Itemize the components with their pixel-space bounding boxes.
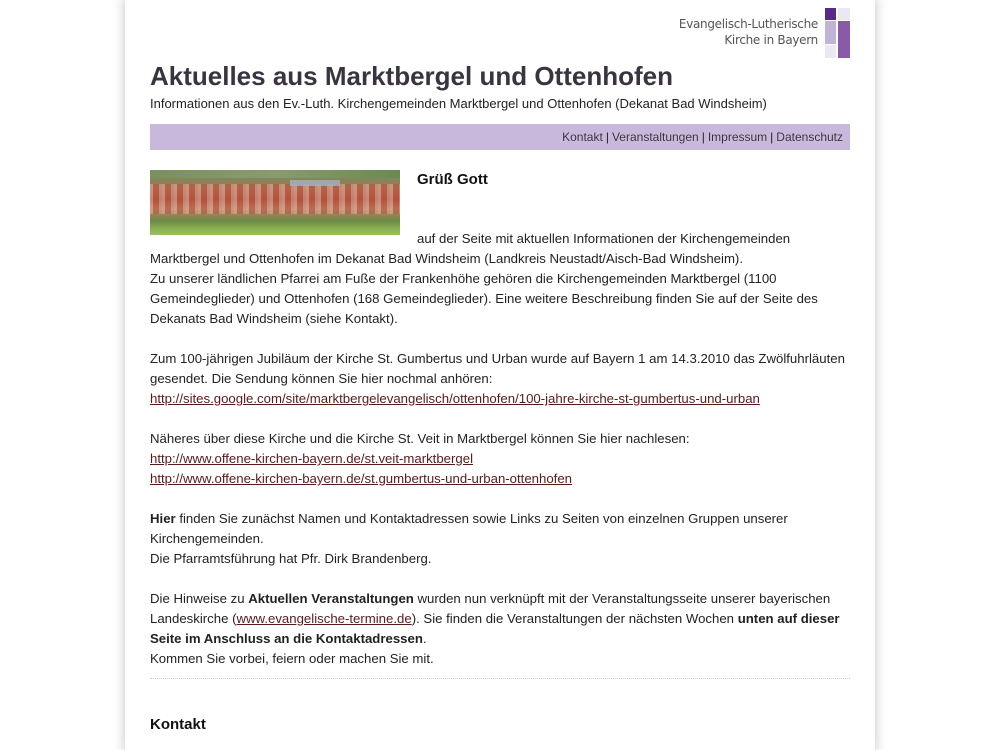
kontakt-heading: Kontakt — [150, 716, 206, 733]
logo-text — [679, 16, 818, 48]
jubilee-paragraph — [150, 349, 850, 409]
pastor-text: Die Pfarramtsführung hat Pfr. Dirk Brandenberg. — [150, 551, 432, 566]
logo-square-pale-bottom — [825, 45, 836, 58]
nav-link-veranstaltungen[interactable]: Veranstaltungen — [611, 130, 699, 144]
page-subtitle: Informationen aus den Ev.-Luth. Kirchengemeinden Marktbergel und Ottenhofen (Dekanat Bad Windsheim) — [150, 96, 767, 111]
events-text-c: ). Sie finden die Veranstaltungen der nächsten Wochen — [411, 611, 738, 626]
jubilee-link[interactable]: http://sites.google.com/site/marktbergelevangelisch/ottenhofen/100-jahre-kirche-st-gumbertus-und-urban — [150, 391, 760, 406]
greeting-heading: Grüß Gott — [417, 171, 488, 188]
intro-text-second: Zu unserer ländlichen Pfarrei am Fuße der Frankenhöhe gehören die Kirchengemeinden Marktbergel (1100 Gemeindeglieder) und Ottenhofen (168 Gemeindeglieder). Eine weitere Beschreibung finden Sie auf der Seite des Dekanats Bad Windsheim (siehe Kontakt). — [150, 271, 818, 326]
nav-link-datenschutz[interactable]: Datenschutz — [776, 130, 843, 144]
nav-link-kontakt[interactable]: Kontakt — [562, 130, 603, 144]
events-paragraph — [150, 589, 850, 669]
nav-link-impressum[interactable]: Impressum — [707, 130, 768, 144]
events-text-d: . — [422, 631, 427, 646]
image-building — [290, 180, 340, 186]
logo-line-2: Kirche in Bayern — [724, 33, 818, 47]
image-fields — [150, 170, 400, 178]
elkb-logo[interactable] — [680, 8, 850, 60]
intro-text-line1: auf der Seite mit aktuellen Informationen der Kirchengemeinden — [417, 231, 791, 246]
page-title: Aktuelles aus Marktbergel und Ottenhofen — [150, 61, 673, 91]
image-roofs — [150, 184, 400, 214]
nav-separator: | — [605, 130, 609, 144]
st-gumbertus-link[interactable]: http://www.offene-kirchen-bayern.de/st.gumbertus-und-urban-ottenhofen — [150, 471, 572, 486]
intro-paragraph — [150, 229, 850, 329]
nav-separator: | — [770, 130, 774, 144]
intro-text-rest: Marktbergel und Ottenhofen im Dekanat Bad Windsheim (Landkreis Neustadt/Aisch-Bad Windsheim). — [150, 251, 743, 266]
page-container — [125, 0, 875, 750]
nav-separator: | — [701, 130, 705, 144]
nav-bar — [150, 124, 850, 150]
jubilee-text: Zum 100-jährigen Jubiläum der Kirche St. Gumbertus und Urban wurde auf Bayern 1 am 14.3.2010 das Zwölfuhrläuten gesendet. Die Sendung können Sie hier nochmal anhören: — [150, 351, 845, 386]
section-divider — [150, 678, 850, 679]
evangelische-termine-link[interactable]: www.evangelische-termine.de — [236, 611, 412, 626]
events-invite-text: Kommen Sie vorbei, feiern oder machen Sie mit. — [150, 651, 434, 666]
churches-text: Näheres über diese Kirche und die Kirche St. Veit in Marktbergel können Sie hier nachlesen: — [150, 431, 690, 446]
contacts-text: finden Sie zunächst Namen und Kontaktadressen sowie Links zu Seiten von einzelnen Gruppen unserer Kirchengemeinden. — [150, 511, 788, 546]
logo-square-pale — [838, 8, 850, 20]
events-text-a: Die Hinweise zu — [150, 591, 249, 606]
village-panorama-image — [150, 170, 400, 235]
events-text-b: wurden nun verknüpft mit der Veranstaltungsseite unserer bayerischen Landeskirche ( — [150, 591, 831, 626]
logo-square-dark — [825, 8, 836, 20]
contacts-paragraph — [150, 509, 850, 569]
logo-line-1: Evangelisch-Lutherische — [678, 17, 818, 31]
st-veit-link[interactable]: http://www.offene-kirchen-bayern.de/st.veit-marktbergel — [150, 451, 473, 466]
logo-bar-light — [825, 21, 836, 44]
logo-bar-medium — [838, 21, 850, 58]
hier-bold: Hier — [150, 511, 176, 526]
events-bold-2: unten auf dieser Seite im Anschluss an die Kontaktadressen — [150, 611, 840, 646]
main-content — [150, 229, 850, 689]
events-bold-1: Aktuellen Veranstaltungen — [248, 591, 414, 606]
churches-paragraph — [150, 429, 850, 489]
